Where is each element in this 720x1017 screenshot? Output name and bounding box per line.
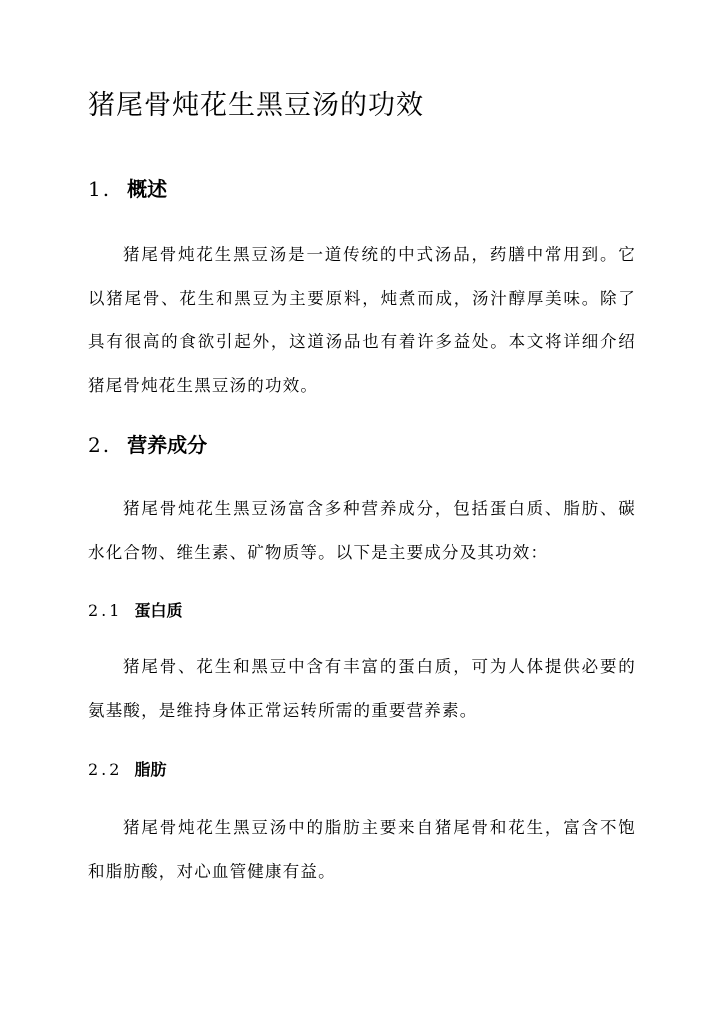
section-number: 1. bbox=[88, 177, 112, 201]
section-title: 概述 bbox=[127, 177, 168, 201]
section-title: 营养成分 bbox=[127, 433, 208, 457]
subsection-title: 蛋白质 bbox=[134, 601, 183, 620]
section-heading-overview bbox=[88, 174, 167, 204]
paragraph-overview: 猪尾骨炖花生黑豆汤是一道传统的中式汤品，药膳中常用到。它以猪尾骨、花生和黑豆为主要原料，炖煮而成，汤汁醇厚美味。除了具有很高的食欲引起外，这道汤品也有着许多益处。本文将详细介绍猪尾骨炖花生黑豆汤的功效。 bbox=[88, 245, 636, 395]
page-title: 猪尾骨炖花生黑豆汤的功效 bbox=[88, 90, 424, 121]
subsection-title: 脂肪 bbox=[134, 760, 167, 779]
paragraph-fat: 猪尾骨炖花生黑豆汤中的脂肪主要来自猪尾骨和花生，富含不饱和脂肪酸，对心血管健康有益。 bbox=[88, 818, 636, 881]
subsection-heading-fat bbox=[88, 757, 166, 783]
subsection-number: 2.1 bbox=[88, 601, 123, 620]
subsection-number: 2.2 bbox=[88, 760, 123, 779]
subsection-heading-protein bbox=[88, 598, 182, 624]
section-number: 2. bbox=[88, 433, 112, 457]
section-heading-nutrition bbox=[88, 430, 207, 460]
paragraph-nutrition: 猪尾骨炖花生黑豆汤富含多种营养成分，包括蛋白质、脂肪、碳水化合物、维生素、矿物质等。以下是主要成分及其功效： bbox=[88, 499, 636, 562]
paragraph-protein: 猪尾骨、花生和黑豆中含有丰富的蛋白质，可为人体提供必要的氨基酸，是维持身体正常运转所需的重要营养素。 bbox=[88, 657, 636, 720]
